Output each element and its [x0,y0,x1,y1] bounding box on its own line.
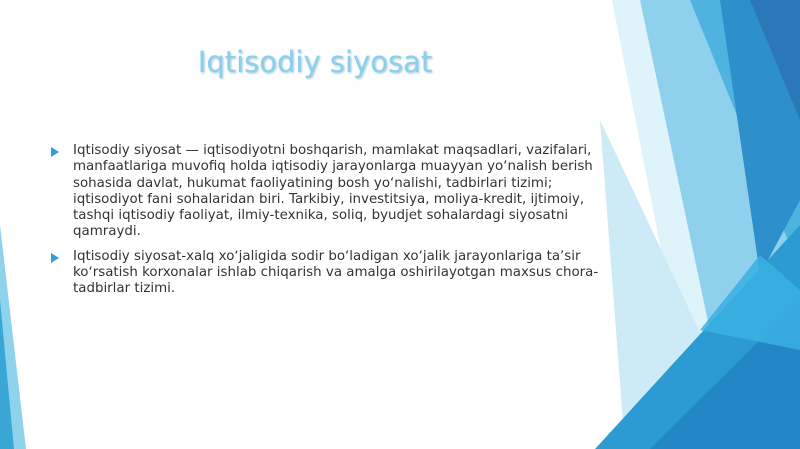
list-item [50,143,610,241]
bullet-list [50,143,610,306]
triangle-bullet-icon [51,253,59,263]
triangle-bullet-icon [51,147,59,157]
slide-title: Iqtisodiy siyosat [197,45,433,79]
bullet-text: Iqtisodiy siyosat-xalq xoʻjaligida sodir boʻladigan xoʻjalik jarayonlariga taʼsir koʻrsatish korxonalar ishlab chiqarish va amalga oshirilayotgan maxsus chora-tadbirlar tizimi. [73,248,599,297]
bullet-text: Iqtisodiy siyosat — iqtisodiyotni boshqarish, mamlakat maqsadlari, vazifalari, manfaatlariga muvofiq holda iqtisodiy jarayonlarga muayyan yoʻnalish berish sohasida davlat, hukumat faoliyatining bosh yoʻnalishi, tadbirlari tizimi; iqtisodiyot fani sohalaridan biri. Tarkibiy, investitsiya, moliya-kredit, ijtimoiy, tashqi iqtisodiy faoliyat, ilmiy-texnika, soliq, byudjet sohalardagi siyosatni qamraydi. [73,143,593,240]
list-item [50,249,610,298]
